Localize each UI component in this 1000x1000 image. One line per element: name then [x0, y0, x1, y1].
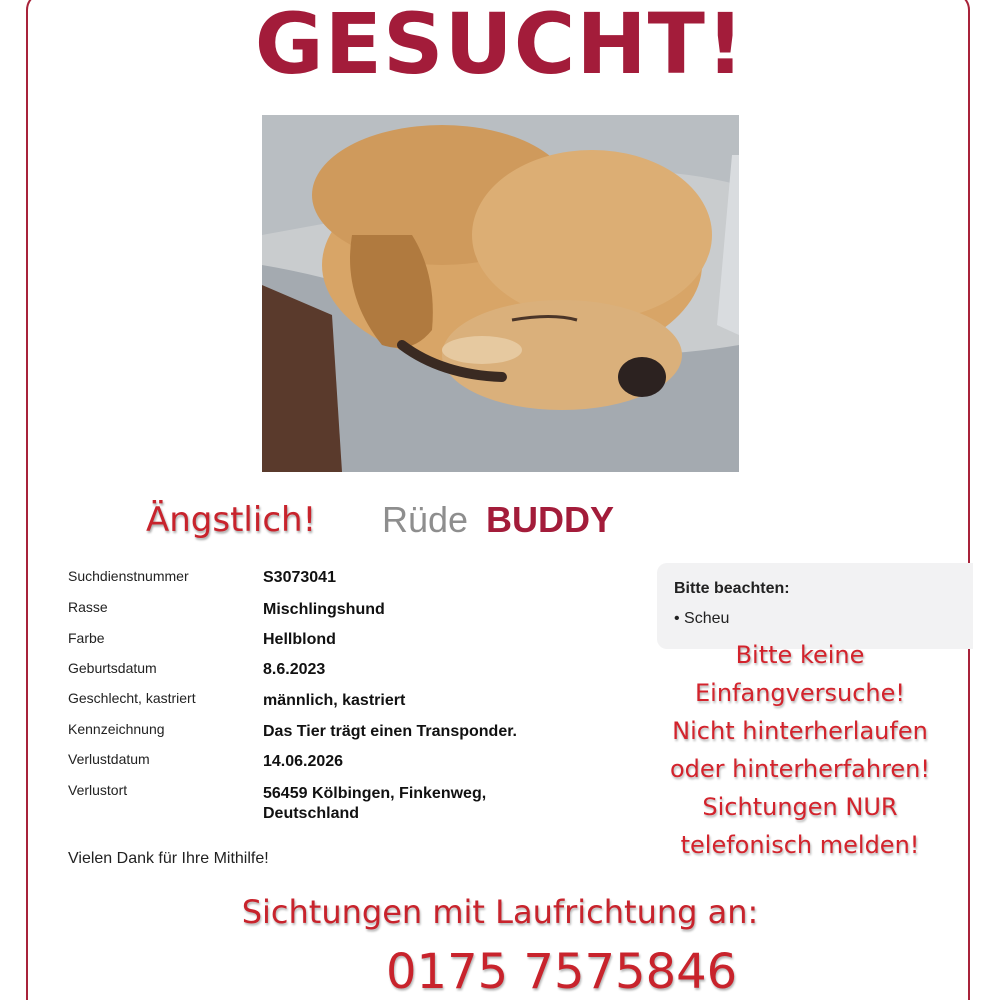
- dog-sex: Rüde: [382, 499, 469, 540]
- warning-line: Bitte keine: [735, 641, 865, 669]
- anxious-note: Ängstlich!: [146, 500, 317, 540]
- warning-line: Sichtungen NUR: [702, 793, 898, 821]
- detail-value: Mischlingshund: [263, 601, 385, 618]
- warning-line: telefonisch melden!: [680, 831, 920, 859]
- poster-title: GESUCHT!: [254, 0, 746, 93]
- detail-value: 8.6.2023: [263, 661, 326, 678]
- detail-label: Verlustort: [68, 782, 128, 798]
- warning-line: oder hinterherfahren!: [669, 755, 931, 783]
- detail-label: Rasse: [68, 599, 108, 615]
- detail-label: Geschlecht, kastriert: [68, 690, 196, 706]
- phone-number[interactable]: 0175 7575846: [386, 944, 738, 1000]
- dog-name: BUDDY: [486, 499, 615, 540]
- notice-title: Bitte beachten:: [674, 580, 790, 597]
- dog-photo: [262, 115, 739, 472]
- warning-line: Nicht hinterherlaufen: [672, 717, 928, 745]
- sightings-call: Sichtungen mit Laufrichtung an:: [241, 893, 759, 931]
- detail-label: Verlustdatum: [68, 751, 150, 767]
- dog-photo-illustration: [262, 115, 739, 472]
- detail-value: 56459 Kölbingen, Finkenweg, Deutschland: [263, 785, 487, 822]
- detail-label: Suchdienstnummer: [68, 568, 189, 584]
- detail-value: Hellblond: [263, 631, 336, 648]
- detail-value: männlich, kastriert: [263, 692, 406, 709]
- detail-label: Kennzeichnung: [68, 721, 165, 737]
- detail-value: Das Tier trägt einen Transponder.: [263, 723, 517, 740]
- detail-value: S3073041: [263, 569, 336, 586]
- detail-label: Geburtsdatum: [68, 660, 157, 676]
- warning-text: [645, 636, 955, 864]
- detail-value: 14.06.2026: [263, 753, 344, 770]
- warning-line: Einfangversuche!: [695, 679, 905, 707]
- detail-label: Farbe: [68, 630, 105, 646]
- notice-item: • Scheu: [674, 610, 730, 627]
- thanks-note: Vielen Dank für Ihre Mithilfe!: [68, 850, 269, 867]
